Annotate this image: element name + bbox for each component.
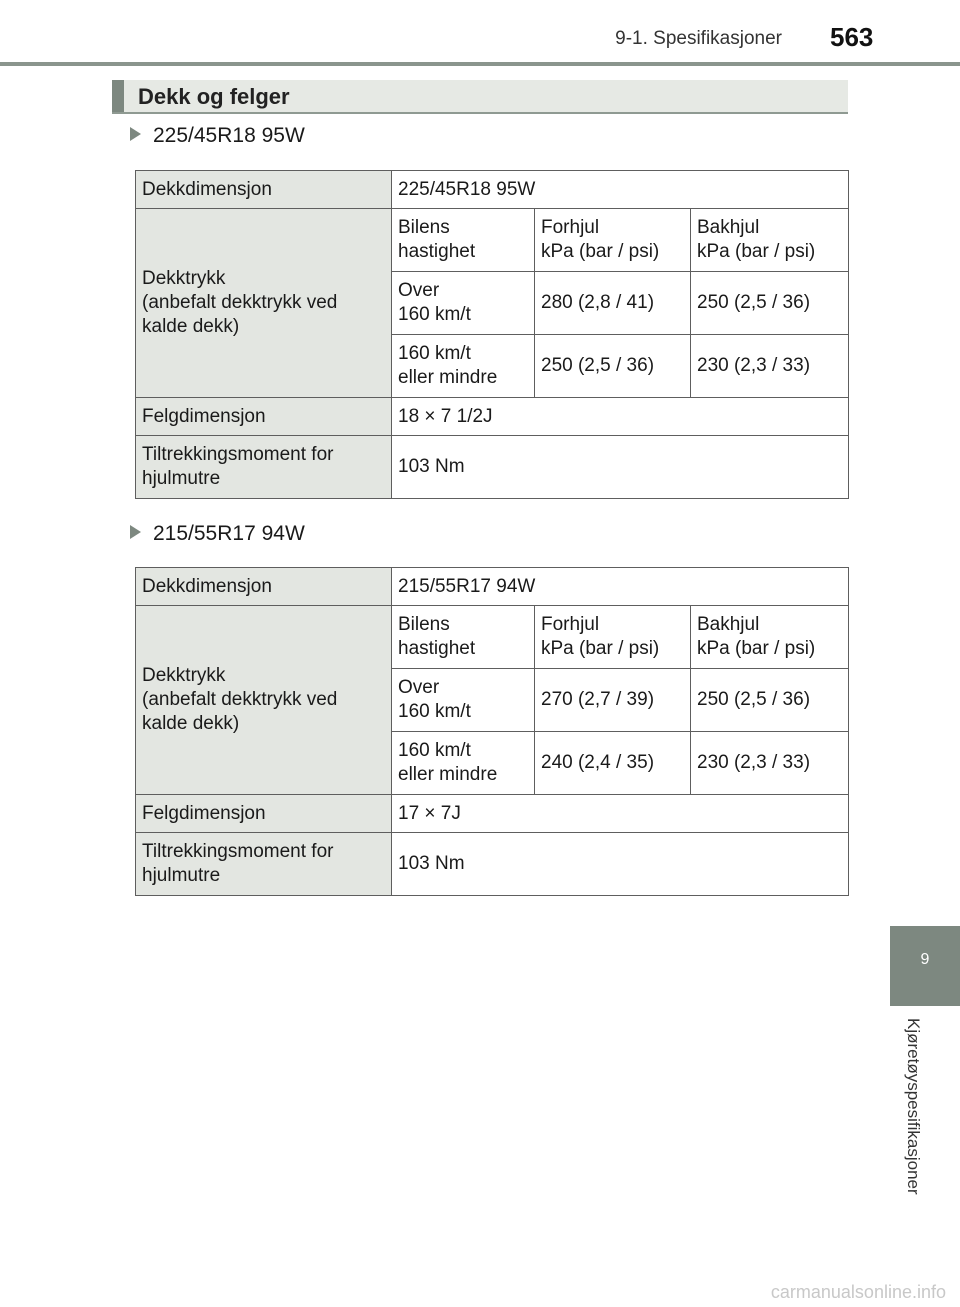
tire-set-heading-text: 225/45R18 95W <box>153 124 305 147</box>
rear-header: Bakhjul kPa (bar / psi) <box>691 209 849 272</box>
triangle-bullet-icon <box>130 525 141 539</box>
tire-spec-table-1 <box>135 170 849 499</box>
front-low: 240 (2,4 / 35) <box>535 732 691 795</box>
triangle-bullet-icon <box>130 127 141 141</box>
pressure-label: Dekktrykk (anbefalt dekktrykk ved kalde dekk) <box>136 606 392 795</box>
front-low: 250 (2,5 / 36) <box>535 335 691 398</box>
section-title-bar <box>112 80 848 114</box>
rear-header: Bakhjul kPa (bar / psi) <box>691 606 849 669</box>
torque-label: Tiltrekkingsmoment for hjulmutre <box>136 436 392 499</box>
torque-value: 103 Nm <box>392 833 849 896</box>
table-row <box>136 436 849 499</box>
speed-low: 160 km/t eller mindre <box>392 732 535 795</box>
page-number: 563 <box>830 22 874 52</box>
tire-set-heading-text: 215/55R17 94W <box>153 522 305 545</box>
table-row <box>136 795 849 833</box>
table-row <box>136 171 849 209</box>
rear-low: 230 (2,3 / 33) <box>691 335 849 398</box>
chapter-label: Kjøretøyspesifikasjoner <box>904 1018 923 1195</box>
dimension-value: 225/45R18 95W <box>392 171 849 209</box>
header-section-title: 9-1. Spesifikasjoner <box>615 28 782 49</box>
dimension-label: Dekkdimensjon <box>136 568 392 606</box>
rim-label: Felgdimensjon <box>136 795 392 833</box>
pressure-label: Dekktrykk (anbefalt dekktrykk ved kalde dekk) <box>136 209 392 398</box>
chapter-number: 9 <box>920 951 930 968</box>
table-row <box>136 209 849 272</box>
speed-header: Bilens hastighet <box>392 209 535 272</box>
tire-spec-table-2 <box>135 567 849 896</box>
header-rule <box>0 62 960 66</box>
rim-value: 17 × 7J <box>392 795 849 833</box>
table-row <box>136 833 849 896</box>
rear-high: 250 (2,5 / 36) <box>691 272 849 335</box>
tire-set-heading-1 <box>130 124 305 148</box>
table-row <box>136 606 849 669</box>
torque-label: Tiltrekkingsmoment for hjulmutre <box>136 833 392 896</box>
speed-header: Bilens hastighet <box>392 606 535 669</box>
section-title-accent <box>112 80 124 112</box>
dimension-label: Dekkdimensjon <box>136 171 392 209</box>
front-high: 270 (2,7 / 39) <box>535 669 691 732</box>
section-title: Dekk og felger <box>138 84 290 109</box>
torque-value: 103 Nm <box>392 436 849 499</box>
table-row <box>136 568 849 606</box>
speed-low: 160 km/t eller mindre <box>392 335 535 398</box>
rim-value: 18 × 7 1/2J <box>392 398 849 436</box>
tire-set-heading-2 <box>130 522 305 546</box>
front-header: Forhjul kPa (bar / psi) <box>535 606 691 669</box>
rear-low: 230 (2,3 / 33) <box>691 732 849 795</box>
front-high: 280 (2,8 / 41) <box>535 272 691 335</box>
chapter-tab[interactable] <box>890 926 960 1006</box>
table-row <box>136 398 849 436</box>
rear-high: 250 (2,5 / 36) <box>691 669 849 732</box>
speed-high: Over 160 km/t <box>392 669 535 732</box>
front-header: Forhjul kPa (bar / psi) <box>535 209 691 272</box>
footer-watermark: carmanualsonline.info <box>770 1282 946 1302</box>
speed-high: Over 160 km/t <box>392 272 535 335</box>
rim-label: Felgdimensjon <box>136 398 392 436</box>
dimension-value: 215/55R17 94W <box>392 568 849 606</box>
